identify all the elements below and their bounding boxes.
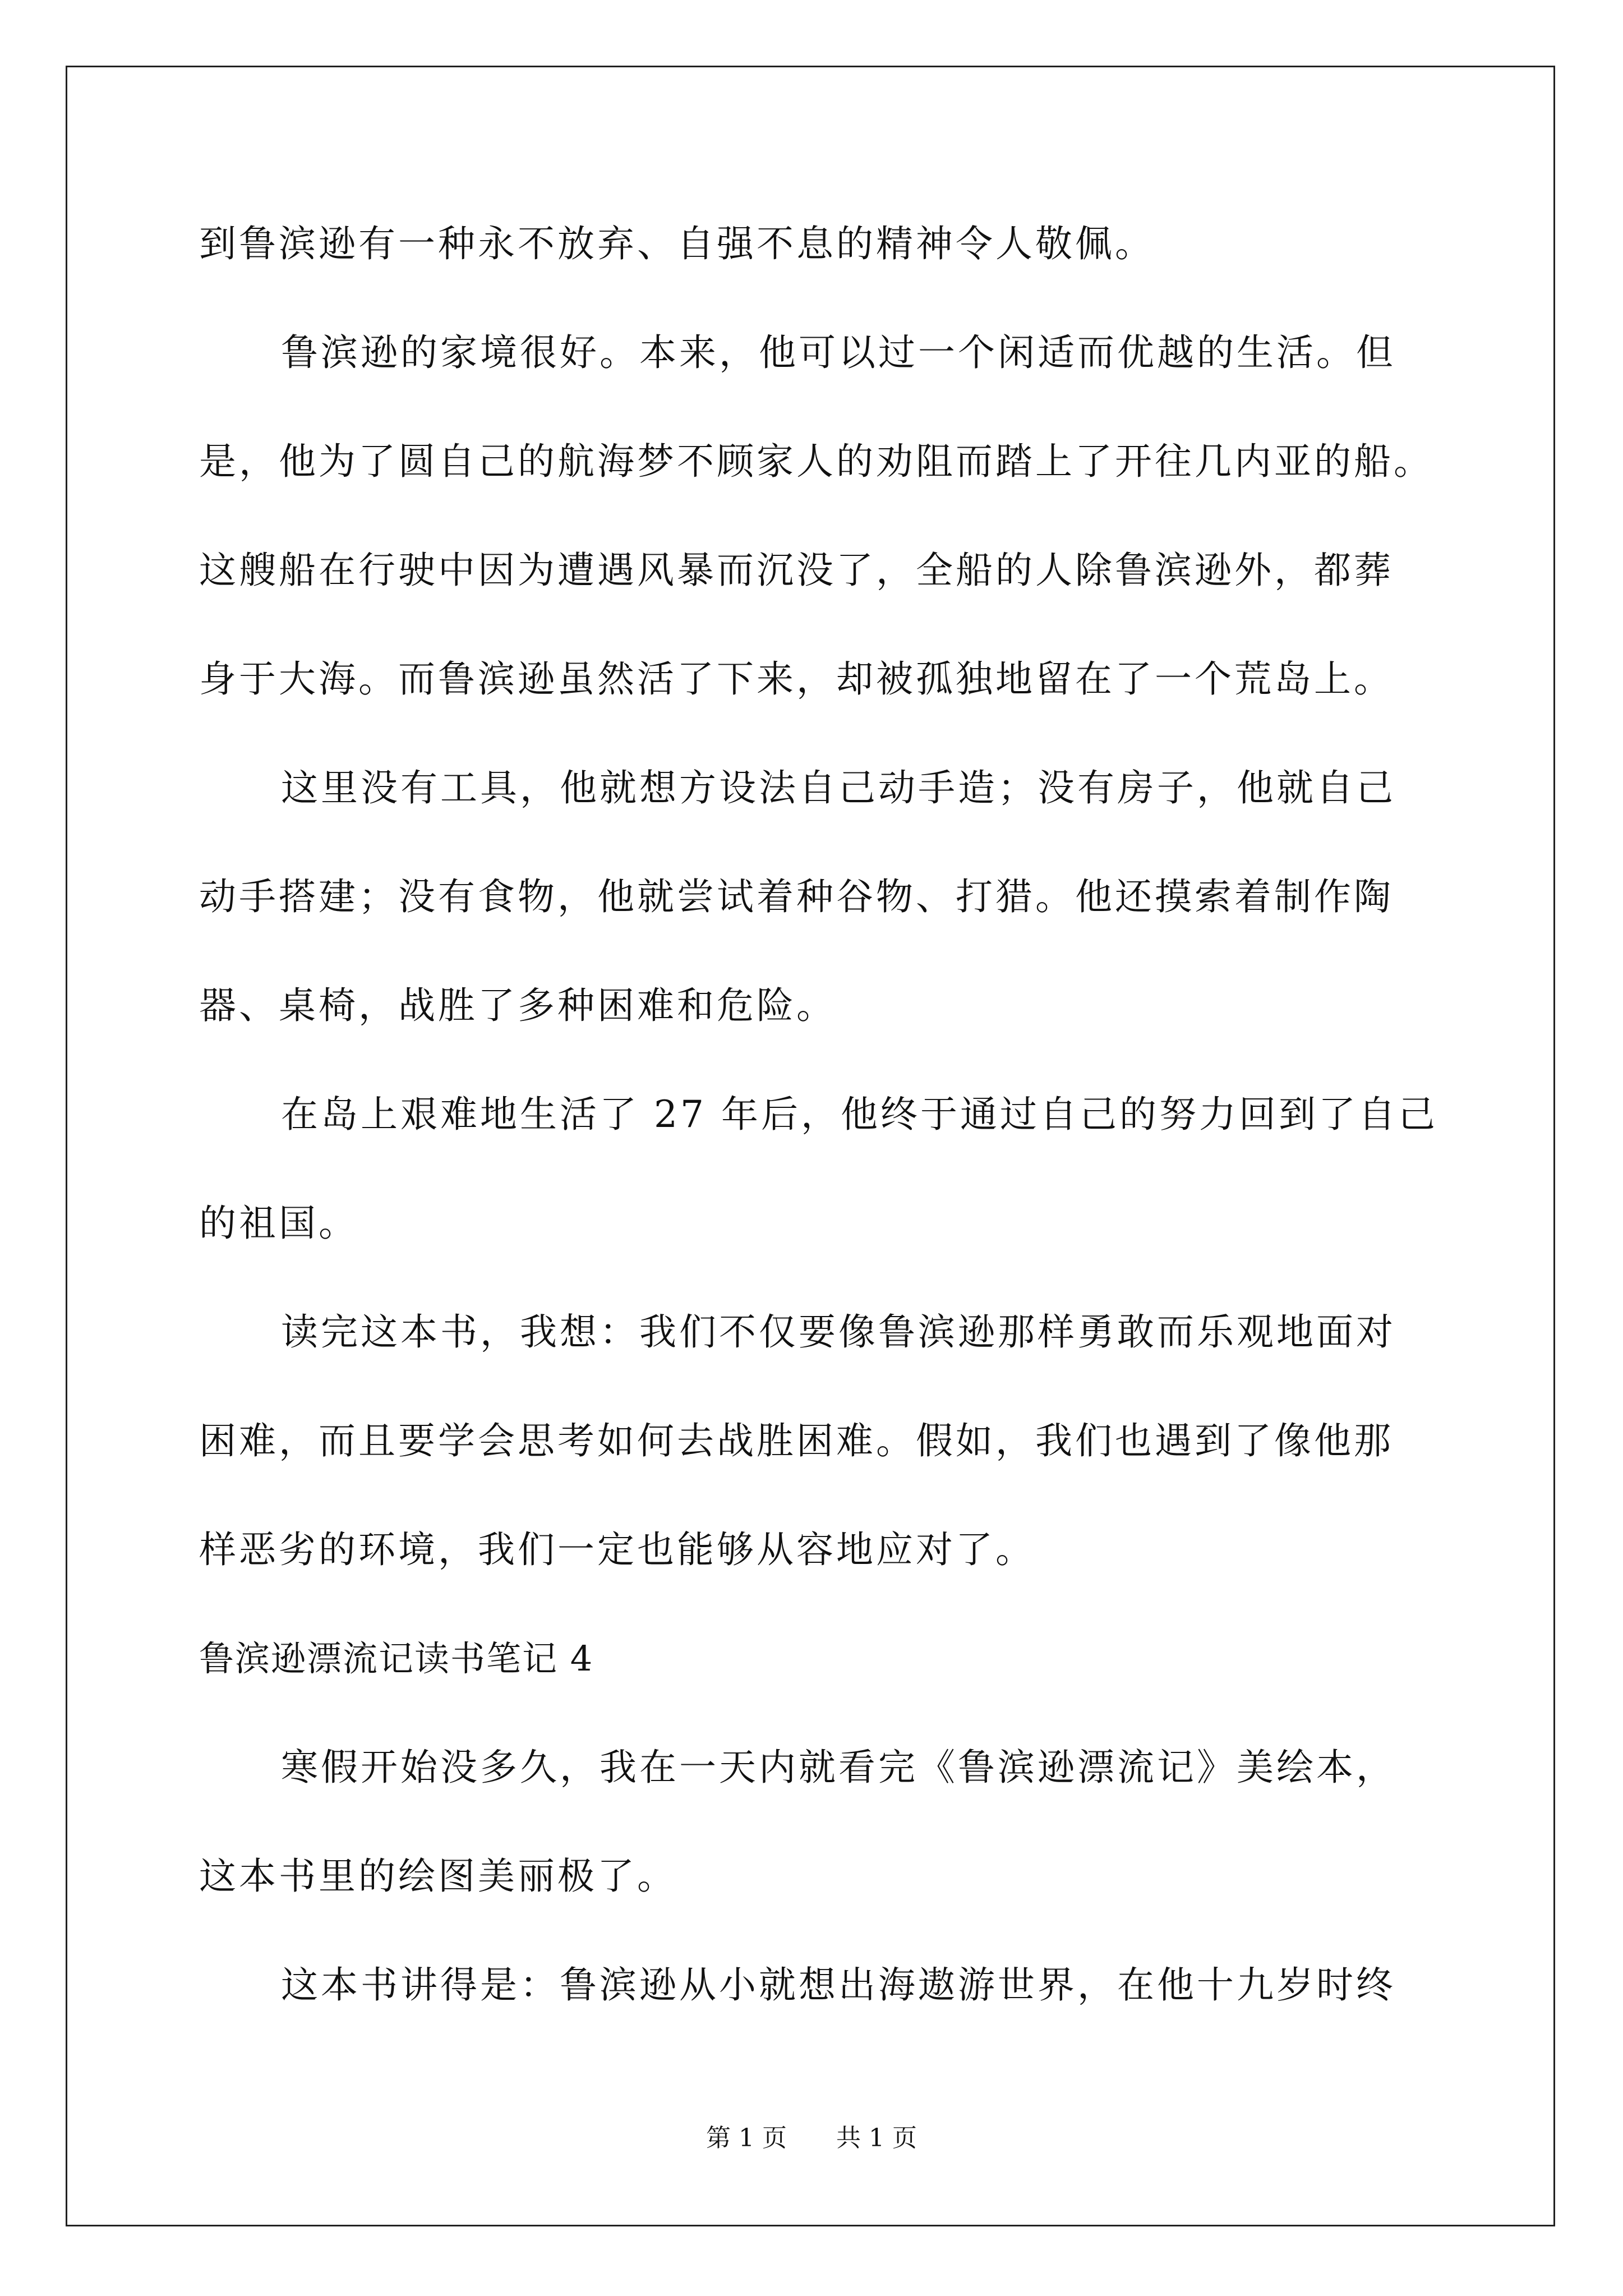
text-line-9: 在岛上艰难地生活了 27 年后，他终于通过自己的努力回到了自己 [281, 1093, 1438, 1136]
text-line-5: 身于大海。而鲁滨逊虽然活了下来，却被孤独地留在了一个荒岛上。 [199, 657, 1394, 701]
text-line-3: 是，他为了圆自己的航海梦不顾家人的劝阻而踏上了开往几内亚的船。 [199, 440, 1433, 483]
text-line-11: 读完这本书，我想：我们不仅要像鲁滨逊那样勇敢而乐观地面对 [281, 1310, 1396, 1354]
text-line-10: 的祖国。 [199, 1202, 358, 1245]
page-number: 第 1 页 [706, 2124, 787, 2152]
text-line-4: 这艘船在行驶中因为遭遇风暴而沉没了，全船的人除鲁滨逊外，都葬 [199, 549, 1394, 592]
page-total: 共 1 页 [836, 2124, 917, 2152]
text-line-8: 器、桌椅，战胜了多种困难和危险。 [199, 984, 836, 1027]
text-line-16: 这本书里的绘图美丽极了。 [199, 1855, 677, 1898]
text-line-12: 困难，而且要学会思考如何去战胜困难。假如，我们也遇到了像他那 [199, 1419, 1394, 1462]
text-line-2: 鲁滨逊的家境很好。本来，他可以过一个闲适而优越的生活。但 [281, 331, 1396, 374]
text-line-1: 到鲁滨逊有一种永不放弃、自强不息的精神令人敬佩。 [199, 222, 1155, 265]
text-line-6: 这里没有工具，他就想方设法自己动手造；没有房子，他就自己 [281, 766, 1396, 809]
text-line-13: 样恶劣的环境，我们一定也能够从容地应对了。 [199, 1528, 1035, 1571]
section-heading: 鲁滨逊漂流记读书笔记 4 [199, 1638, 594, 1679]
text-line-15: 寒假开始没多久，我在一天内就看完《鲁滨逊漂流记》美绘本， [281, 1746, 1396, 1789]
document-body [199, 216, 1438, 2066]
text-line-17: 这本书讲得是：鲁滨逊从小就想出海遨游世界，在他十九岁时终 [281, 1963, 1396, 2007]
page-footer [0, 2122, 1623, 2155]
text-line-7: 动手搭建；没有食物，他就尝试着种谷物、打猎。他还摸索着制作陶 [199, 875, 1394, 918]
